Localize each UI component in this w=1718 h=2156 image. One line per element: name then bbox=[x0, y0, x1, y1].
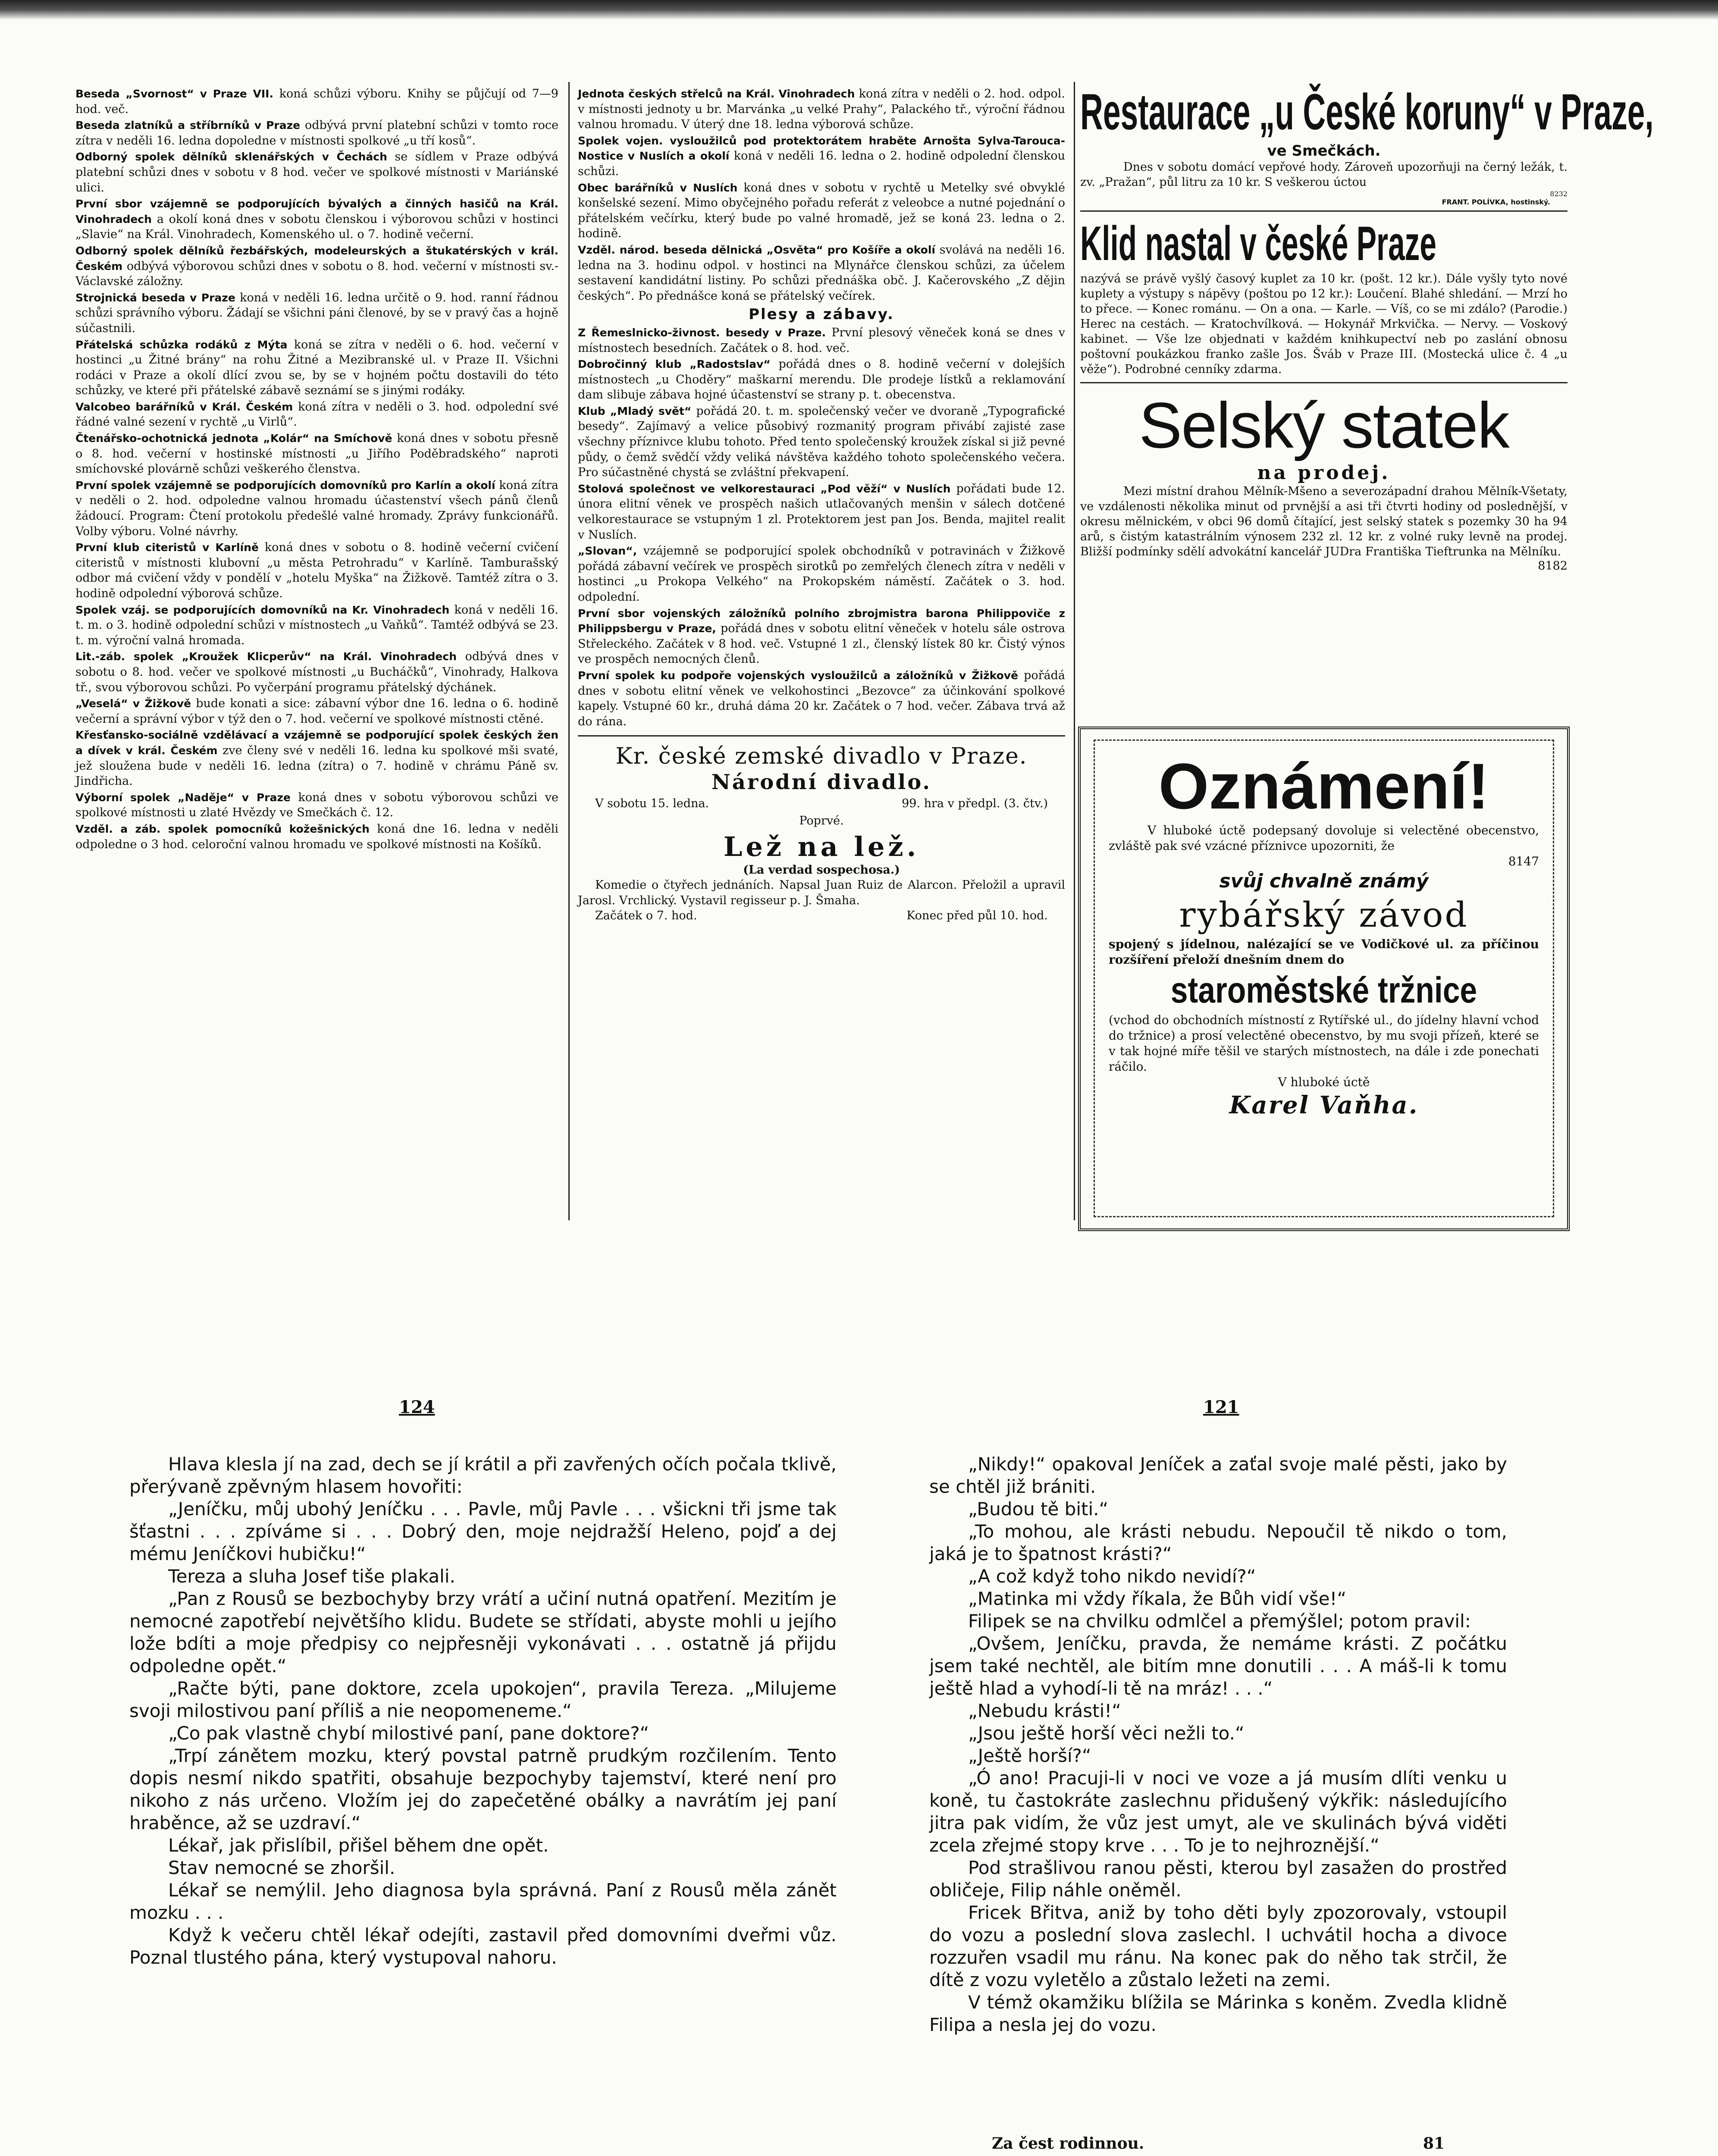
book-paragraph: „Jeníčku, můj ubohý Jeníčku . . . Pavle, můj Pavle . . . všickni tři jsme tak šťastni . . . zpíváme si . . . Dobrý den, moje nejdražší Heleno, pojď a dej mému Jeníčkovi hubičku!“ bbox=[129, 1498, 837, 1564]
ad-divider bbox=[1080, 382, 1568, 383]
notice-item bbox=[578, 543, 1065, 605]
column-divider bbox=[1074, 82, 1075, 1220]
notices-column-1 bbox=[75, 86, 558, 853]
notice-item bbox=[75, 540, 558, 601]
left-page-text bbox=[129, 1453, 837, 1969]
book-paragraph: Lékař se nemýlil. Jeho diagnosa byla správná. Paní z Rousů měla zánět mozku . . . bbox=[129, 1880, 837, 1923]
announcement-signature: Karel Vaňha. bbox=[1229, 1091, 1419, 1119]
book-paragraph: Tereza a sluha Josef tiše plakali. bbox=[168, 1566, 455, 1587]
notice-text: První plesový věneček koná se dnes v místnostech besedních. Začátek o 8. hod. več. bbox=[578, 326, 1065, 355]
book-paragraph: „Co pak vlastně chybí milostivé paní, pane doktore?“ bbox=[168, 1723, 649, 1744]
notice-item bbox=[578, 133, 1065, 179]
notice-text: odbývá výborovou schůzi dnes v sobotu o 8. hod. večerní v místnosti sv.-Václavské záložny. bbox=[75, 259, 558, 288]
theatre-performance: 99. hra v předpl. (3. čtv.) bbox=[902, 797, 1048, 811]
notice-text: pořádá 20. t. m. společenský večer ve dvoraně „Typografické besedy“. Zajímavý a velice působivý rozmanitý program přivábí zajisté zase všechny příznivce klubu tohoto. Před tento společenský kroužek získal si již pevné půdy, o čemž svědčí vždy veliká návštěva každého tohoto společenského večera. Pro súčastněné chystá se zvláštní překvapení. bbox=[578, 404, 1066, 479]
notice-item bbox=[75, 290, 558, 336]
notice-item bbox=[75, 727, 558, 789]
book-paragraph: „Trpí zánětem mozku, který povstal patrně prudkým rozčilením. Tento dopis nesmí nikdo spatřiti, obsahuje bezpochyby tajemství, které není pro nikoho z nás určeno. Vložím jej do zapečetěné obálky a navrátím jej paní hraběnce, až se uzdraví.“ bbox=[129, 1745, 837, 1833]
notice-item bbox=[75, 821, 558, 852]
notice-text: koná v neděli 16. ledna o 2. hodině odpolední členskou schůzi. bbox=[578, 149, 1065, 178]
notice-item bbox=[75, 790, 558, 821]
theatre-premiere: Poprvé. bbox=[799, 814, 844, 827]
notice-text: koná dnes v sobotu výborovou schůzi ve spolkové místnosti u zlaté Hvězdy ve Smečkách č. 12. bbox=[75, 790, 558, 820]
notice-heading: První spolek ku podpoře vojenských vysloužilců a záložníků v Žižkově bbox=[578, 669, 1019, 682]
notice-item bbox=[578, 357, 1065, 403]
notice-heading: Vzděl. národ. beseda dělnická „Osvěta“ pro Košíře a okolí bbox=[578, 243, 935, 256]
play-description: Komedie o čtyřech jednáních. Napsal Juan Ruiz de Alarcon. Přeložil a upravil Jarosl. Vrchlický. Vystavil regisseur p. J. Šmaha. bbox=[578, 878, 1065, 907]
notice-text: se sídlem v Praze odbývá platební schůzi dnes v sobotu v 8 hod. večer ve spolkové místnosti v Mariánské ulici. bbox=[75, 150, 558, 194]
notice-item bbox=[75, 696, 558, 727]
notice-text: koná dnes v sobotu o 8. hodině večerní cvičení citeristů v místnosti klubovní „u města Petrohradu“ v Karlíně. Tamburašský odbor má cvičení vždy v pondělí v „hotelu Myška“ na Žižkově. Tamtéž zítra o 3. hodině odpolední výborová schůze. bbox=[75, 541, 558, 600]
book-footer-title: Za čest rodinnou. bbox=[992, 2134, 1144, 2153]
announcement-title: Oznámení! bbox=[1158, 750, 1489, 822]
book-paragraph: „To mohou, ale krásti nebudu. Nepoučil tě nikdo o tom, jaká je to špatnost krásti?“ bbox=[929, 1521, 1507, 1564]
notice-item bbox=[75, 86, 558, 117]
notice-heading: Obec barářníků v Nuslích bbox=[578, 181, 738, 194]
announcement-location: staroměstské tržnice bbox=[1170, 970, 1477, 1010]
notice-heading: „Veselá“ v Žižkově bbox=[75, 697, 191, 710]
notice-text: koná v neděli 16. ledna určitě o 9. hod. ranní řádnou schůzi správního výboru. Žádají se všichni páni členové, by se v pravý čas a hojně súčastnili. bbox=[75, 291, 558, 335]
notice-item bbox=[578, 404, 1065, 480]
notice-text: koná zítra v neděli o 3. hod. odpolední své řádné valné sezení v rychtě „u Virlů“. bbox=[75, 400, 558, 429]
notice-heading: Dobročinný klub „Radostslav“ bbox=[578, 358, 771, 371]
book-paragraph: „Nebudu krásti!“ bbox=[968, 1700, 1121, 1721]
notice-heading: První klub citeristů v Karlíně bbox=[75, 541, 259, 554]
announcement-intro: V hluboké úctě podepsaný dovoluje si velectěné obecenstvo, zvláště pak své vzácné příznivce upozorniti, že bbox=[1109, 823, 1539, 853]
notice-item bbox=[75, 602, 558, 649]
book-paragraph: „A což když toho nikdo nevidí?“ bbox=[968, 1566, 1256, 1587]
notices-column-2 bbox=[578, 86, 1065, 924]
notice-text: koná dnes v sobotu v rychtě u Metelky své obvyklé konšelské sezení. Mimo obyčejného pořadu referát z veleobce a nutné pojednání o přátelském večírku, který bude po valné hromadě, jež se koná 23. ledna o 2. hodině. bbox=[578, 181, 1065, 241]
notice-item bbox=[578, 86, 1065, 132]
notice-text: koná dne 16. ledna v neděli odpoledne o 3 hod. celoroční valnou hromadu ve spolkové místnosti na Košíků. bbox=[75, 822, 558, 851]
notice-item bbox=[75, 649, 558, 695]
notice-item bbox=[75, 243, 558, 289]
notice-item bbox=[75, 196, 558, 242]
book-paragraph: „Budou tě biti.“ bbox=[968, 1498, 1109, 1520]
theatre-date: V sobotu 15. ledna. bbox=[595, 797, 709, 811]
notice-heading: Stolová společnost ve velkorestauraci „Pod věží“ v Nuslích bbox=[578, 482, 951, 495]
notice-heading: První sbor vojenských záložníků polního zbrojmistra barona Philippoviče z Philippsbergu v Praze, bbox=[578, 607, 1065, 635]
announcement-text: spojený s jídelnou, nalézající se ve Vodičkové ul. za příčinou rozšíření přeloží dnešním dnem do bbox=[1109, 937, 1539, 967]
book-paragraph: „Nikdy!“ opakoval Jeníček a zaťal svoje malé pěsti, jako by se chtěl již brániti. bbox=[929, 1454, 1507, 1497]
notice-heading: Beseda zlatníků a stříbrníků v Praze bbox=[75, 119, 301, 132]
notices-column-2-body bbox=[578, 86, 1065, 729]
book-paragraph: Hlava klesla jí na zad, dech se jí krátil a při zavřených očích počala tklivě, přerývaně zpěvným hlasem hovořiti: bbox=[129, 1454, 837, 1497]
notice-text: odbývá dnes v sobotu o 8. hod. večer ve spolkové místnosti „u Bucháčků“, Vinohrady, Halkova tř., svou výborovou schůzi. Po vyčerpání programu přátelský dýchánek. bbox=[75, 650, 558, 694]
notice-heading: Spolek vzáj. se podporujících domovníků na Kr. Vinohradech bbox=[75, 603, 450, 616]
notice-text: pořádá dnes v sobotu elitní věneček v hotelu sále ostrova Střeleckého. Začátek v 8 hod. več. Vstupné 1 zl., členský lístek 80 kr. Čistý výnos ve prospěch nemocných členů. bbox=[578, 622, 1065, 666]
book-paragraph: Filipek se na chvilku odmlčel a přemýšlel; potom pravil: bbox=[968, 1611, 1471, 1632]
notice-text: koná zítra v neděli o 2. hod. odpoledne valnou hromadu účastenství všech pánů členů žádoucí. Program: Čtení protokolu předešlé valné hromady. Zprávy funkcionářů. Volby výboru. Volné návrhy. bbox=[75, 478, 558, 538]
restaurant-ad-signature: FRANT. POLÍVKA, hostinský. bbox=[1442, 198, 1550, 206]
notice-text: koná se zítra v neděli o 6. hod. večerní v hostinci „u Žitné brány“ na rohu Žitné a Mezibranské ul. v Praze II. Všichni rodáci v Praze a okolí dlící zvou se, by se v hojném počtu dostavili do této schůzky, ve které při přátelské zábavě seznámí se s jinými rodáky. bbox=[75, 338, 558, 398]
notice-item bbox=[578, 180, 1065, 241]
restaurant-ad-text: Dnes v sobotu domácí vepřové hody. Zároveň upozorňuji na černý ležák, t. zv. „Pražan“, půl litru za 10 kr. S veškerou úctou bbox=[1080, 160, 1568, 189]
announcement-number: 8147 bbox=[1508, 854, 1539, 868]
notice-item bbox=[75, 149, 558, 195]
book-paragraph: Když k večeru chtěl lékař odejíti, zastavil před domovními dveřmi vůz. Poznal tlustého pána, který vystupoval nahoru. bbox=[129, 1924, 837, 1968]
section-heading: Plesy a zábavy. bbox=[749, 306, 894, 323]
book-paragraph: Stav nemocné se zhoršil. bbox=[168, 1857, 395, 1878]
page-top-shadow bbox=[0, 0, 1718, 20]
announcement-ad-inner bbox=[1094, 740, 1554, 1217]
book-paragraph: Fricek Břitva, aniž by toho děti byly zpozorovaly, vstoupil do vozu a poslední slova zaslechl. I uchvátil hocha a divoce rozzuřen vsadil mu ránu. Na konec pak do něho tak strčil, že dítě z vozu vyletělo a zůstalo ležeti na zemi. bbox=[929, 1902, 1507, 1990]
notice-item bbox=[75, 431, 558, 477]
right-page-number: 121 bbox=[1203, 1397, 1239, 1417]
right-page-text bbox=[929, 1453, 1507, 2036]
notice-item bbox=[578, 242, 1065, 304]
notice-text: vzájemně se podporující spolek obchodníků v potravinách v Žižkově pořádá zábavní večírek ve prospěch sirotků po zemřelých členech zítra v neděli v hostinci „u Prokopa Velkého“ na Prokopském náměstí. Začátek o 3. hod. odpolední. bbox=[578, 544, 1065, 604]
notice-heading: Odborný spolek dělníků řezbářských, modeleurských a štukatérských v král. Českém bbox=[75, 244, 558, 273]
notice-text: koná dnes v sobotu přesně o 8. hod. večerní v hostinské místnosti „u Jiřího Poděbradského“ naproti smíchovské plovárně schůzi veškerého členstva. bbox=[75, 432, 558, 476]
notice-heading: „Slovan“, bbox=[578, 545, 637, 558]
book-paragraph: „Jsou ještě horší věci nežli to.“ bbox=[968, 1723, 1245, 1744]
notice-heading: Čtenářsko-ochotnická jednota „Kolár“ na Smíchově bbox=[75, 432, 392, 445]
book-paragraph: V témž okamžiku blížila se Márinka s koněm. Zvedla klidně Filipa a nesla jej do vozu. bbox=[929, 1992, 1507, 2035]
notice-text: koná zítra v neděli o 2. hod. odpol. v místnosti jednoty u br. Marvánka „u velké Prahy“, Palackého tř., výroční řádnou valnou hromadu. V úterý dne 18. ledna výborová schůze. bbox=[578, 87, 1066, 132]
notice-heading: Strojnická beseda v Praze bbox=[75, 291, 235, 304]
play-end: Konec před půl 10. hod. bbox=[906, 909, 1048, 923]
restaurant-ad-number: 8232 bbox=[1550, 190, 1568, 198]
play-start: Začátek o 7. hod. bbox=[595, 909, 697, 923]
notice-heading: Spolek vojen. vysloužilců pod protektorátem hraběte Arnošta Sylva-Tarouca-Nostice v Nuslích a okolí bbox=[578, 134, 1065, 163]
notice-heading: Klub „Mladý svět“ bbox=[578, 404, 692, 417]
notice-heading: Z Řemeslnicko-živnost. besedy v Praze. bbox=[578, 326, 826, 339]
farm-ad-subtitle: na prodej. bbox=[1257, 462, 1391, 484]
kuplet-ad-title: Klid nastal v české Praze bbox=[1080, 216, 1437, 270]
farm-ad-text: Mezi místní drahou Mělník-Mšeno a severozápadní drahou Mělník-Všetaty, ve vzdálenosti několika minut od prvnější a asi tři čtvrti hodiny od poslednější, v okresu mělnickém, v obci 96 domů čítající, jest selský statek s pozemky 30 ha 94 arů, s čistým katastrálním výnosem 232 zl. 12 kr. z volné ruky levně na prodej. Bližší podmínky sdělí advokátní kancelář JUDra Františka Tieftrunka na Mělníku. bbox=[1080, 485, 1568, 558]
notice-text: odbývá první platební schůzi v tomto roce zítra v neděli 16. ledna dopoledne v místnosti spolkové „u tří kosů“. bbox=[75, 119, 558, 147]
notice-heading: Přátelská schůzka rodáků z Mýta bbox=[75, 338, 288, 351]
theatre-divider bbox=[578, 735, 1065, 736]
notice-item bbox=[75, 118, 558, 148]
announcement-closing: V hluboké úctě bbox=[1278, 1075, 1370, 1089]
notice-text: svolává na neděli 16. ledna na 3. hodinu odpol. v hostinci na Mlynářce členskou schůzi, za účelem sestavení kandidátní listiny. Po schůzi přednáška obč. J. Kačerovského „Z dějin českých“. Po přednášce koná se přátelský večírek. bbox=[578, 243, 1065, 303]
book-paragraph: Lékař, jak přislíbil, přišel během dne opět. bbox=[168, 1835, 549, 1856]
announcement-business-name: rybářský závod bbox=[1179, 895, 1469, 935]
book-footer-number: 81 bbox=[1423, 2134, 1445, 2153]
notice-heading: Valcobeo barářníků v Král. Českém bbox=[75, 400, 293, 413]
book-paragraph: Pod strašlivou ranou pěsti, kterou byl zasažen do prostřed obličeje, Filip náhle oněměl. bbox=[929, 1857, 1507, 1901]
theatre-listing bbox=[578, 743, 1065, 924]
notice-text: pořádati bude 12. února elitní věnek ve prospěch našich utlačovaných menšin v sálech dotčené velkorestaurace se vstupným 1 zl. Protektorem jest pan Jos. Benda, majitel realit v Nuslích. bbox=[578, 482, 1065, 542]
advertisements-column bbox=[1080, 82, 1654, 573]
notice-text: bude konati a sice: zábavní výbor dne 16. ledna o 6. hodině večerní a správní výbor v týž den o 7. hod. večerní ve spolkové místnosti ctěné. bbox=[75, 697, 558, 726]
book-paragraph: „Račte býti, pane doktore, zcela upokojen“, pravila Tereza. „Milujeme svoji milostivou paní příliš a nie neopomeneme.“ bbox=[129, 1678, 837, 1721]
notice-item bbox=[578, 481, 1065, 542]
announcement-ad-box bbox=[1078, 727, 1570, 1231]
notice-item bbox=[75, 337, 558, 398]
restaurant-ad-subtitle: ve Smečkách. bbox=[1267, 142, 1381, 160]
notice-heading: První spolek vzájemně se podporujících domovníků pro Karlín a okolí bbox=[75, 479, 495, 492]
notice-heading: Výborní spolek „Naděje“ v Praze bbox=[75, 791, 291, 804]
column-divider bbox=[568, 82, 570, 1220]
notice-item bbox=[578, 325, 1065, 356]
notice-text: pořádá dnes o 8. hodině večerní v dolejších místnostech „u Choděry“ maškarní merendu. Dle prodeje lístků a reklamování dam slibuje zábava hojné účastenství se strany p. t. obecenstva. bbox=[578, 357, 1066, 402]
announcement-details: (vchod do obchodních místností z Rytířské ul., do jídelny hlavní vchod do tržnice) a prosí velectěné obecenstvo, by mu svoji přízeň, které se v tak hojné míře těšil ve starých místnostech, na dále i zde ponechati ráčilo. bbox=[1109, 1013, 1539, 1074]
left-page-number: 124 bbox=[399, 1397, 435, 1417]
notice-text: pořádá dnes v sobotu elitní věnek ve velkohostinci „Bezovce“ za účinkování spolkové kapely. Vstupné 60 kr., druhá dáma 20 kr. Začátek o 7 hod. večer. Zábava trvá až do rána. bbox=[578, 668, 1065, 728]
notice-heading: Křesťansko-sociálně vzdělávací a vzájemně se podporující spolek českých žen a dívek v král. Českém bbox=[75, 729, 558, 757]
play-title: Lež na lež. bbox=[723, 830, 920, 862]
book-paragraph: „Pan z Rousů se bezbochyby brzy vrátí a učiní nutná opatření. Mezitím je nemocné zapotřebí největšího klidu. Budete se střídati, abyste mohli u jejího lože bdíti a moje předpisy co nejpřesněji vykonávati . . . ostatně já přijdu odpoledne opět.“ bbox=[129, 1588, 837, 1677]
notice-heading: Lit.-záb. spolek „Kroužek Klicperův“ na Král. Vinohradech bbox=[75, 650, 457, 663]
farm-ad-number: 8182 bbox=[1538, 559, 1568, 573]
notice-heading: Odborný spolek dělníků sklenářských v Čechách bbox=[75, 150, 387, 163]
play-original-title: (La verdad sospechosa.) bbox=[743, 863, 900, 877]
notice-item bbox=[578, 668, 1065, 729]
theatre-title: Kr. české zemské divadlo v Praze. bbox=[615, 743, 1028, 770]
theatre-subtitle: Národní divadlo. bbox=[711, 770, 932, 795]
notice-heading: Beseda „Svornost“ v Praze VII. bbox=[75, 88, 273, 100]
announcement-subheading: svůj chvalně známý bbox=[1219, 870, 1429, 892]
notice-heading: Jednota českých střelců na Král. Vinohradech bbox=[578, 88, 855, 100]
farm-ad-title: Selský statek bbox=[1139, 389, 1509, 461]
book-paragraph: „Ó ano! Pracuji-li v noci ve voze a já musím dlíti venku u koně, tu častokráte zaslechnu přidušený výkřik: následujícího jitra pak vidím, že vůz jest umyt, ale ve skulinách bývá viděti zcela zřejmé stopy krve . . . To je to nejhroznější.“ bbox=[929, 1767, 1507, 1856]
notice-text: koná schůzi výboru. Knihy se půjčují od 7—9 hod. več. bbox=[75, 87, 558, 116]
notice-heading: Vzděl. a záb. spolek pomocníků kožešnických bbox=[75, 822, 370, 835]
notice-text: a okolí koná dnes v sobotu členskou i výborovou schůzi v hostinci „Slavie“ na Král. Vinohradech, Komenského ul. o 7. hodině večerní. bbox=[75, 212, 558, 241]
notice-text: koná v neděli 16. t. m. o 3. hodině odpolední schůzi v místnostech „u Vaňků“. Tamtéž odbývá se 23. t. m. výroční valná hromada. bbox=[75, 603, 558, 647]
book-paragraph: „Ještě horší?“ bbox=[968, 1745, 1091, 1766]
notice-item bbox=[75, 478, 558, 539]
notice-heading: První sbor vzájemně se podporujících bývalých a činných hasičů na Král. Vinohradech bbox=[75, 197, 558, 226]
ad-divider bbox=[1080, 210, 1568, 212]
book-paragraph: „Ovšem, Jeníčku, pravda, že nemáme krásti. Z počátku jsem také nechtěl, ale bitím mne donutili . . . A máš-li k tomu ještě hlad a vyhodí-li tě na mráz! . . .“ bbox=[929, 1633, 1507, 1699]
kuplet-ad-text: nazývá se právě vyšlý časový kuplet za 10 kr. (pošt. 12 kr.). Dále vyšly tyto nové kuplety a výstupy s nápěvy (poštou po 12 kr.): Loučení. Blahé shledání. — Mrzí ho to přece. — Konec románu. — On a ona. — Karle. — Víš, co se mi zdálo? (Parodie.) Herec na cestách. — Kratochvílková. — Hokynář Mrkvička. — Nervy. — Voskový kabinet. — Vše lze objednati v každém knihkupectví neb po zaslání obnosu poštovní poukázkou franko zašle Jos. Šváb v Praze III. (Mostecká ulice č. 4 „u věže“). Podrobné cenníky zdarma. bbox=[1080, 272, 1568, 376]
book-paragraph: „Matinka mi vždy říkala, že Bůh vidí vše!“ bbox=[968, 1588, 1347, 1609]
notice-item bbox=[75, 399, 558, 430]
notice-text: zve členy své v neděli 16. ledna ku spolkové mši svaté, jež sloužena bude v neděli 16. ledna (zítra) o 7. hodině v chrámu Páně sv. Jindřicha. bbox=[75, 743, 558, 788]
notice-item bbox=[578, 606, 1065, 667]
restaurant-ad-title: Restaurace „u České koruny“ v Praze, bbox=[1080, 84, 1654, 141]
